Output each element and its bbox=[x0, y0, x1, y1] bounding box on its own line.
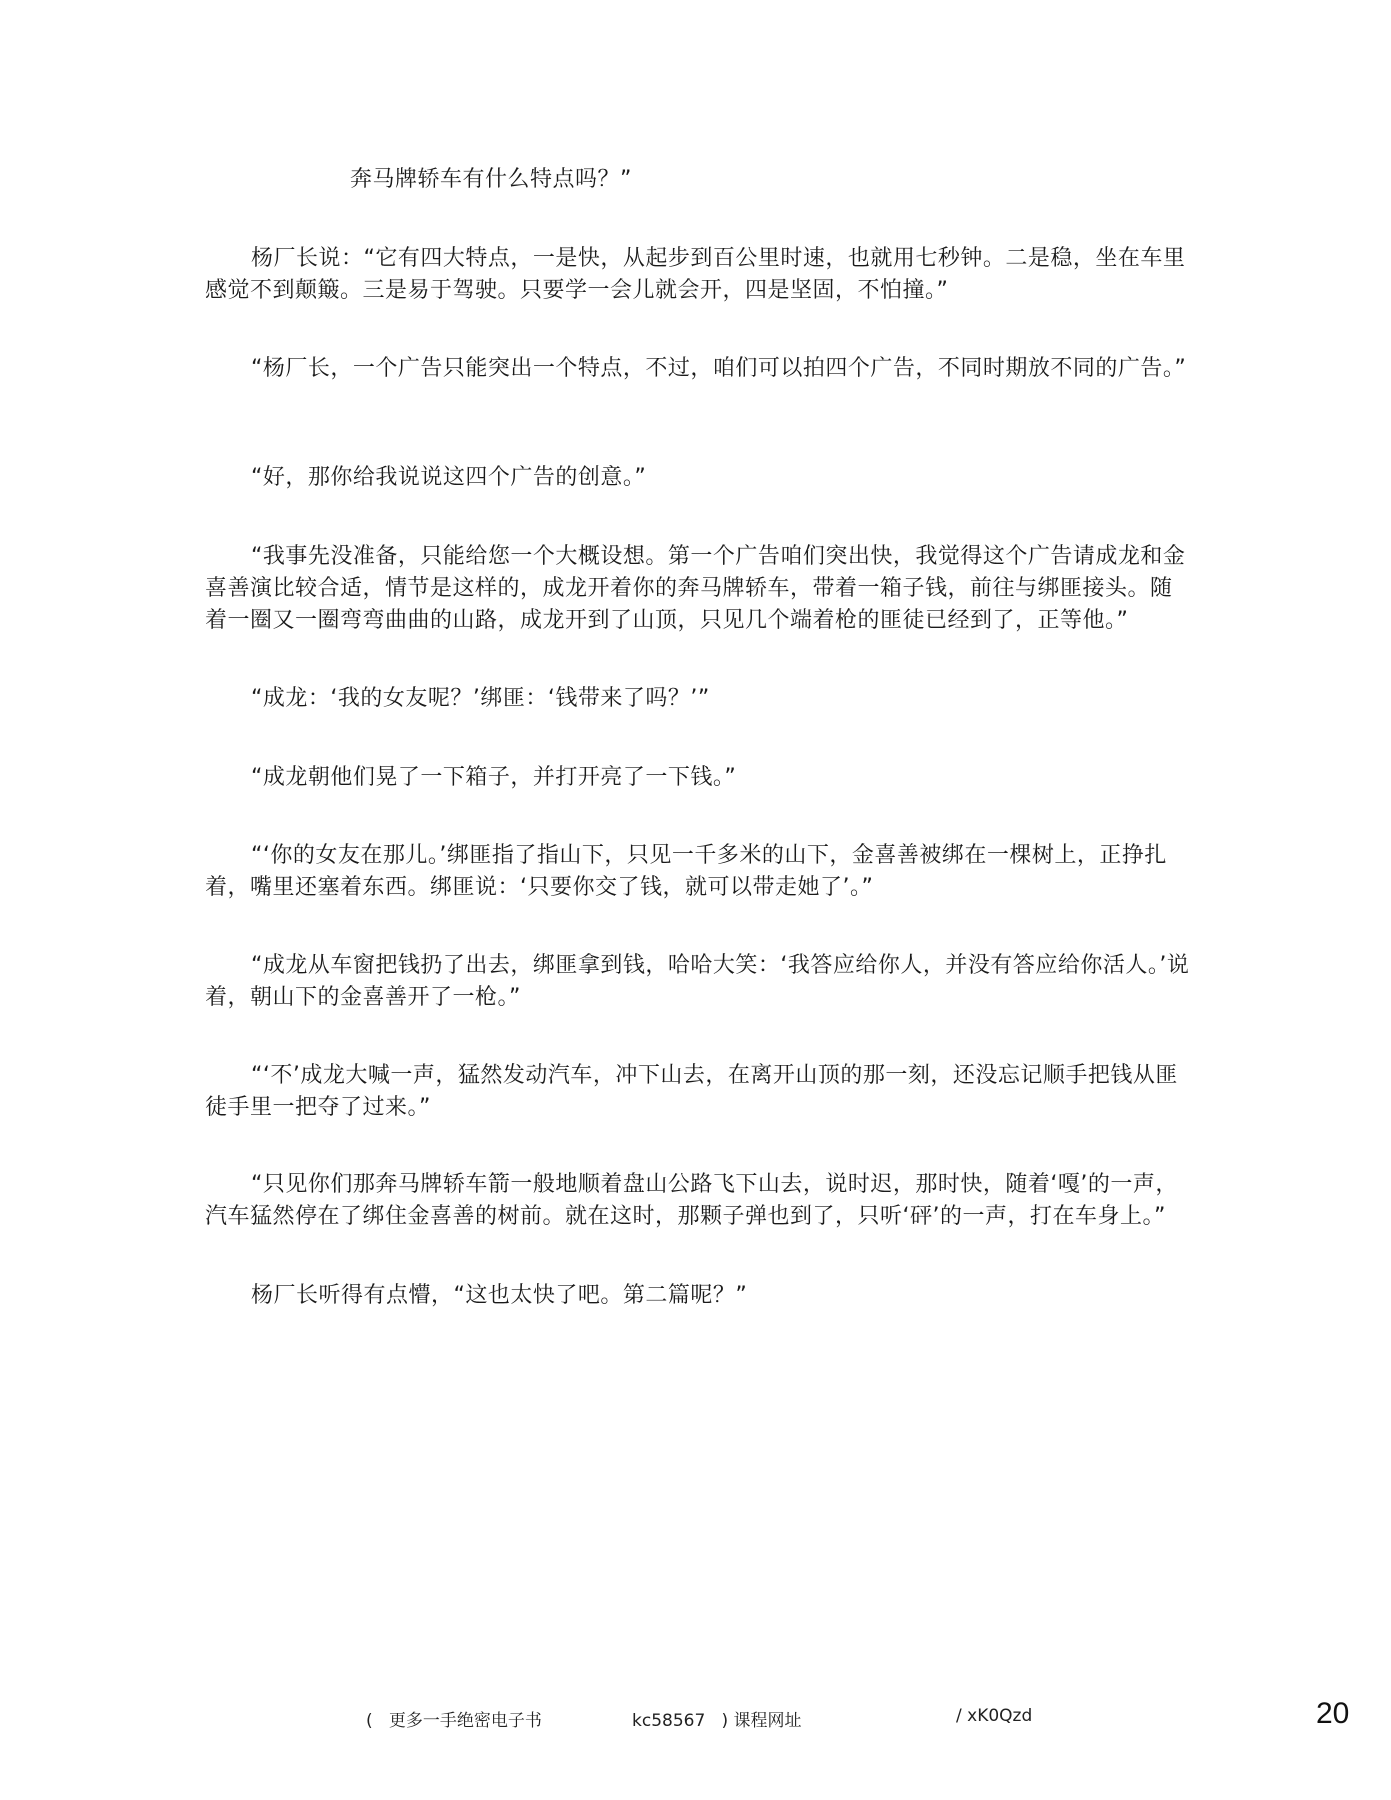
paragraph: “我事先没准备，只能给您一个大概设想。第一个广告咱们突出快，我觉得这个广告请成龙和金喜善演比较合适，情节是这样的，成龙开着你的奔马牌轿车，带着一箱子钱，前往与绑匪接头。随着一圈又一圈弯弯曲曲的山路，成龙开到了山顶，只见几个端着枪的匪徒已经到了，正等他。” bbox=[205, 544, 1186, 633]
paragraph: “‘你的女友在那儿。’绑匪指了指山下，只见一千多米的山下，金喜善被绑在一棵树上，正挣扎着，嘴里还塞着东西。绑匪说：‘只要你交了钱，就可以带走她了’。” bbox=[205, 843, 1167, 900]
paragraph: “好，那你给我说说这四个广告的创意。” bbox=[251, 465, 647, 490]
paragraph: “杨厂长，一个广告只能突出一个特点，不过，咱们可以拍四个广告，不同时期放不同的广告。” bbox=[251, 356, 1187, 381]
footer-text: kc58567 ) 课程网址 bbox=[632, 1711, 802, 1731]
paragraph: “成龙朝他们晃了一下箱子，并打开亮了一下钱。” bbox=[251, 765, 737, 790]
paragraph: “‘不’成龙大喊一声，猛然发动汽车，冲下山去，在离开山顶的那一刻，还没忘记顺手把钱从匪徒手里一把夺了过来。” bbox=[205, 1063, 1178, 1120]
paragraph: “成龙：‘我的女友呢？’绑匪：‘钱带来了吗？’” bbox=[251, 686, 710, 711]
paragraph: “成龙从车窗把钱扔了出去，绑匪拿到钱，哈哈大笑：‘我答应给你人，并没有答应给你活人。’说着，朝山下的金喜善开了一枪。” bbox=[205, 953, 1190, 1010]
footer-text: / xK0Qzd bbox=[956, 1706, 1033, 1726]
paragraph: 杨厂长说：“它有四大特点，一是快，从起步到百公里时速，也就用七秒钟。二是稳，坐在车里感觉不到颠簸。三是易于驾驶。只要学一会儿就会开，四是坚固，不怕撞。” bbox=[205, 246, 1186, 303]
paragraph: 杨厂长听得有点懵，“这也太快了吧。第二篇呢？” bbox=[251, 1283, 748, 1308]
paragraph: 奔马牌轿车有什么特点吗？” bbox=[350, 167, 632, 192]
page-number: 20 bbox=[1316, 1697, 1350, 1730]
paragraph: “只见你们那奔马牌轿车箭一般地顺着盘山公路飞下山去，说时迟，那时快，随着‘嘎’的一声，汽车猛然停在了绑住金喜善的树前。就在这时，那颗子弹也到了，只听‘砰’的一声，打在车身上。” bbox=[205, 1172, 1178, 1229]
footer-text: ( 更多一手绝密电子书 bbox=[366, 1711, 542, 1731]
